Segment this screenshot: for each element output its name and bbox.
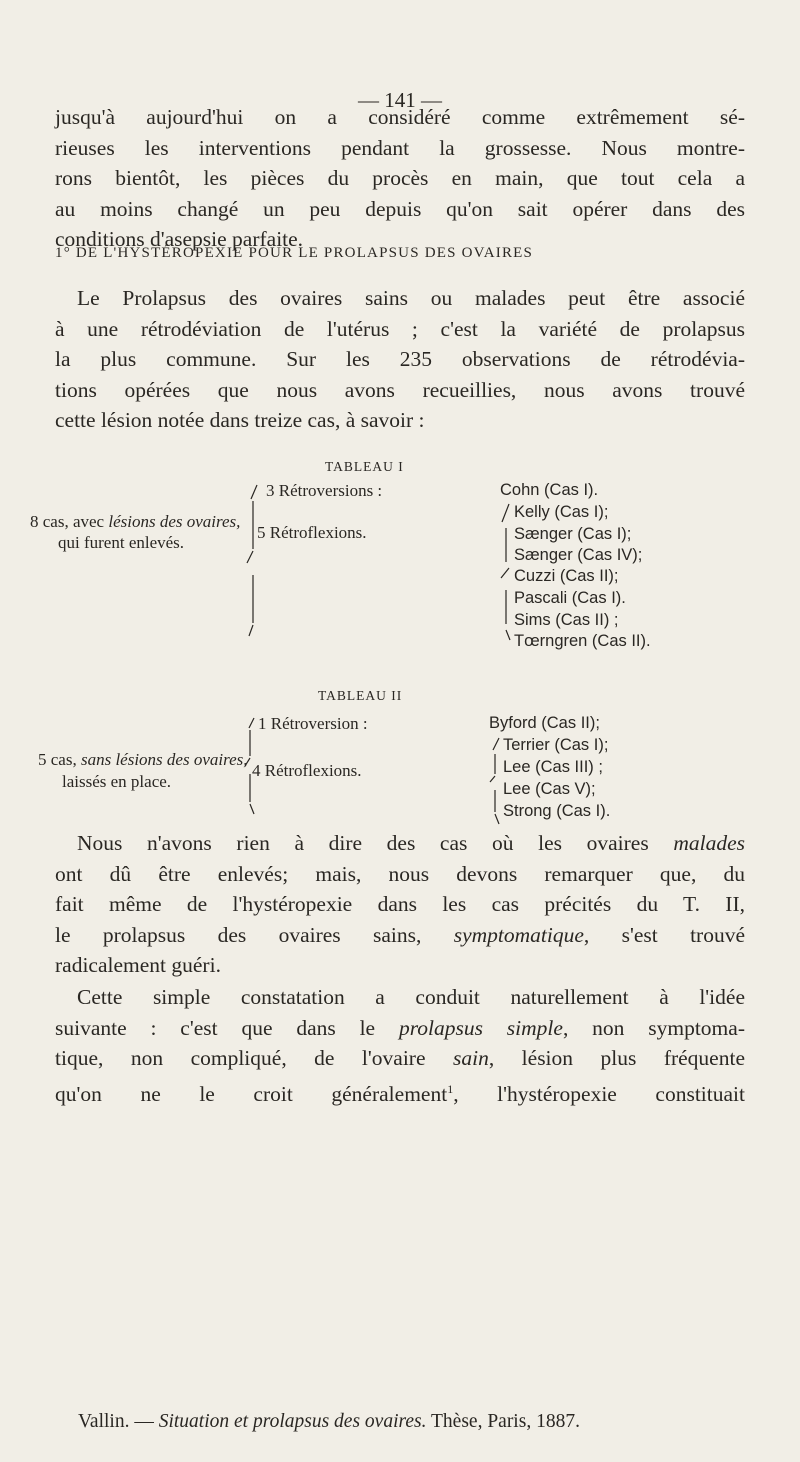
tableau-2-case: Terrier (Cas I); (503, 736, 609, 754)
tableau-1-case: Kelly (Cas I); (514, 503, 609, 521)
tableau-2-retroversion: 1 Rétroversion : (258, 714, 368, 733)
conclusion-paragraph (55, 828, 745, 981)
tableau-2-title: TABLEAU II (318, 688, 403, 703)
intro-line: rieuses les interventions pendant la grossesse. Nous montre- (55, 135, 745, 160)
tableau-2-group-label-2: laissés en place. (62, 772, 172, 791)
page-number: — 141 — (358, 88, 442, 112)
paragraph-line: la plus commune. Sur les 235 observations de rétrodévia- (55, 347, 745, 371)
tableau-1-case: Sænger (Cas I); (514, 525, 632, 543)
paragraph-line: Le Prolapsus des ovaires sains ou malades peut être associé (77, 286, 745, 310)
tableau-2-case: Lee (Cas V); (503, 780, 596, 798)
footnote-marker: 1 (447, 1081, 454, 1096)
tableau-2-group-label: 5 cas, sans lésions des ovaires, (38, 750, 248, 769)
tableau-1-case: Cohn (Cas I). (500, 481, 599, 499)
paragraph-line: le prolapsus des ovaires sains, symptomatique, s'est trouvé (55, 922, 745, 947)
paragraph-line: cette lésion notée dans treize cas, à savoir : (55, 408, 425, 432)
tableau-1-case: Sims (Cas II) ; (514, 611, 619, 629)
tableau-1-group-label-2: qui furent enlevés. (58, 533, 185, 552)
section-heading: 1° DE L'HYSTÉROPEXIE POUR LE PROLAPSUS DES OVAIRES (55, 245, 534, 261)
paragraph-line: tique, non compliqué, de l'ovaire sain, lésion plus fréquente (55, 1046, 745, 1070)
tableau-1-retroversions: 3 Rétroversions : (266, 481, 383, 500)
tableau-2-case: Lee (Cas III) ; (503, 758, 603, 776)
paragraph-line: radicalement guéri. (55, 953, 221, 977)
paragraph-line: suivante : c'est que dans le prolapsus simple, non symptoma- (55, 1015, 745, 1040)
paragraph-line: Nous n'avons rien à dire des cas où les ovaires malades (77, 831, 745, 855)
tableau-1-brace-left (244, 483, 260, 638)
paragraph-line: à une rétrodéviation de l'utérus ; c'est la variété de prolapsus (55, 316, 745, 341)
tableau-2-case: Strong (Cas I). (503, 802, 611, 820)
tableau-1-retroflexions: 5 Rétroflexions. (257, 523, 367, 542)
intro-line: au moins changé un peu depuis qu'on sait opérer dans des (55, 196, 745, 221)
tableau-1-group-label: 8 cas, avec lésions des ovaires, (30, 512, 241, 531)
tableau-1-brace-right (497, 502, 513, 642)
prolapsus-paragraph (55, 283, 745, 436)
tableau-2-case: Byford (Cas II); (489, 714, 600, 732)
paragraph-line: qu'on ne le croit généralement$^1$, l'hystéropexie constituait (55, 1081, 745, 1106)
paragraph-line: ont dû être enlevés; mais, nous devons remarquer que, du (55, 861, 745, 886)
intro-line: jusqu'à aujourd'hui on a considéré comme extrêmement sé- (55, 105, 745, 129)
tableau-1-case: Pascali (Cas I). (514, 589, 626, 607)
tableau-2-brace-right (487, 736, 503, 826)
constatation-paragraph (55, 982, 745, 1109)
intro-line: rons bientôt, les pièces du procès en main, que tout cela a (55, 166, 745, 190)
intro-paragraph (55, 102, 745, 255)
tableau-2-retroflexions: 4 Rétroflexions. (252, 761, 362, 780)
tableau-1-title: TABLEAU I (325, 459, 404, 474)
paragraph-line: fait même de l'hystéropexie dans les cas précités du T. II, (55, 892, 745, 916)
tableau-1-case: Cuzzi (Cas II); (514, 567, 619, 585)
paragraph-line: tions opérées que nous avons recueillies, nous avons trouvé (55, 377, 745, 402)
tableau-1-case: Sænger (Cas IV); (514, 546, 643, 564)
tableau-1-case: Tœrngren (Cas II). (514, 632, 651, 650)
intro-line: conditions d'asepsie parfaite. (55, 227, 304, 251)
paragraph-line: Cette simple constatation a conduit naturellement à l'idée (77, 985, 745, 1009)
footnote: Vallin. — Situation et prolapsus des ovaires. Thèse, Paris, 1887. (78, 1411, 580, 1432)
